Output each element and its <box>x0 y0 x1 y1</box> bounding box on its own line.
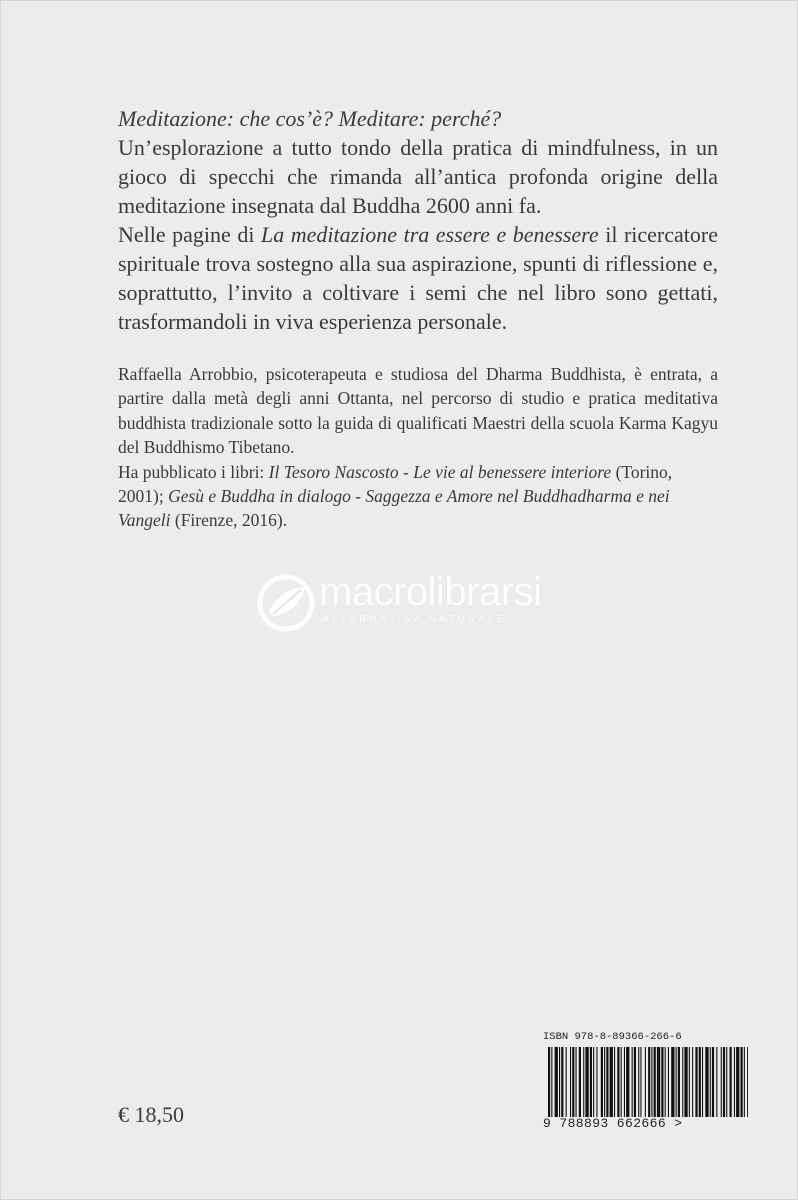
barcode-bar <box>734 1047 735 1117</box>
barcode-bar <box>682 1047 683 1117</box>
blurb-p2-after: il ricercatore spirituale trova sostegno alla sua aspirazione, spunti di riflessione e, soprattutto, l’invito a coltivare i semi che nel libro sono gettati, trasformandoli in viva esperienza personale. <box>118 222 718 334</box>
blurb <box>118 104 718 336</box>
barcode-bar <box>548 1047 550 1117</box>
barcode-bar <box>678 1047 680 1117</box>
barcode-bar <box>579 1047 581 1117</box>
barcode-bar <box>668 1047 669 1117</box>
barcode-bar <box>689 1047 690 1117</box>
barcode-bar <box>593 1047 594 1117</box>
barcode-bar <box>712 1047 714 1117</box>
barcode-bar <box>610 1047 613 1117</box>
barcode-bar <box>665 1047 666 1117</box>
publication-title-2: Gesù e Buddha in dialogo - Saggezza e Amore nel Buddhadharma e nei Vangeli <box>118 486 670 531</box>
barcode-bar <box>651 1047 652 1117</box>
publication-title-1: Il Tesoro Nascosto - Le vie al benessere interiore <box>268 461 612 482</box>
author-bio <box>118 362 718 533</box>
barcode-bar <box>566 1047 567 1117</box>
publications-intro: Ha pubblicato i libri: <box>118 461 269 482</box>
barcode-bar <box>638 1047 639 1117</box>
barcode-bar <box>741 1047 743 1117</box>
barcode-bar <box>710 1047 711 1117</box>
barcode-bar <box>671 1047 674 1117</box>
barcode-bar <box>626 1047 629 1117</box>
barcode <box>548 1047 748 1117</box>
barcode-bar <box>590 1047 592 1117</box>
barcode-bar <box>621 1047 622 1117</box>
leaf-swirl-logo-icon <box>255 572 317 634</box>
book-title: La meditazione tra essere e benessere <box>260 222 599 247</box>
barcode-bar <box>654 1047 656 1117</box>
barcode-bar <box>576 1047 577 1117</box>
barcode-bar <box>702 1047 703 1117</box>
barcode-bar <box>730 1047 732 1117</box>
barcode-bar <box>716 1047 717 1117</box>
publication-info-2: (Firenze, 2016). <box>170 510 288 531</box>
barcode-bar <box>555 1047 558 1117</box>
barcode-bar <box>747 1047 748 1117</box>
barcode-bar <box>736 1047 739 1117</box>
barcode-bar <box>657 1047 660 1117</box>
barcode-bar <box>661 1047 663 1117</box>
blurb-lead: Meditazione: che cos’è? Meditare: perché? <box>118 106 502 131</box>
barcode-bar <box>585 1047 588 1117</box>
barcode-bar <box>676 1047 677 1117</box>
blurb-paragraph-1: Un’esplorazione a tutto tondo della pratica di mindfulness, in un gioco di specchi che rimanda all’antica profonda origine della meditazione insegnata dal Buddha 2600 anni fa. <box>118 135 718 218</box>
blurb-paragraph-2 <box>118 220 718 336</box>
barcode-bar <box>604 1047 605 1117</box>
watermark-name: macrolibrarsi <box>319 570 542 614</box>
barcode-bar <box>551 1047 552 1117</box>
isbn-label: ISBN 978-8-89366-266-6 <box>543 1031 682 1043</box>
barcode-bar <box>583 1047 584 1117</box>
barcode-bar <box>692 1047 693 1117</box>
barcode-bar <box>624 1047 625 1117</box>
isbn-digits: 9 788893 662666 > <box>543 1116 683 1131</box>
watermark <box>255 568 555 638</box>
author-publications <box>118 460 718 533</box>
blurb-p2-before: Nelle pagine di <box>118 222 261 247</box>
barcode-bar <box>561 1047 563 1117</box>
barcode-bar <box>723 1047 725 1117</box>
barcode-bar <box>648 1047 650 1117</box>
price: € 18,50 <box>118 1102 184 1127</box>
barcode-bar <box>606 1047 608 1117</box>
barcode-bar <box>645 1047 646 1117</box>
barcode-bar <box>617 1047 619 1117</box>
barcode-bar <box>570 1047 571 1117</box>
barcode-bar <box>684 1047 687 1117</box>
publication-info-1: (Torino, 2001); <box>118 461 673 507</box>
barcode-bar <box>705 1047 708 1117</box>
barcode-bar <box>695 1047 697 1117</box>
barcode-bar <box>632 1047 633 1117</box>
watermark-tagline: ALTERNATIVA NATURALE <box>322 614 507 625</box>
barcode-bar <box>744 1047 745 1117</box>
barcode-bar <box>699 1047 701 1117</box>
barcode-bar <box>634 1047 636 1117</box>
barcode-bar <box>559 1047 560 1117</box>
barcode-bar <box>726 1047 727 1117</box>
barcode-bar <box>596 1047 597 1117</box>
barcode-bar <box>614 1047 615 1117</box>
barcode-bar <box>572 1047 574 1117</box>
author-bio-text: Raffaella Arrobbio, psicoterapeuta e studiosa del Dharma Buddhista, è entrata, a partire dalla metà degli anni Ottanta, nel percorso di studio e pratica meditativa buddhista tradizionale sotto la guida di qualificati Maestri della scuola Karma Kagyu del Buddhismo Tibetano. <box>118 364 718 458</box>
barcode-bar <box>640 1047 641 1117</box>
barcode-bar <box>601 1047 603 1117</box>
barcode-bar <box>721 1047 722 1117</box>
